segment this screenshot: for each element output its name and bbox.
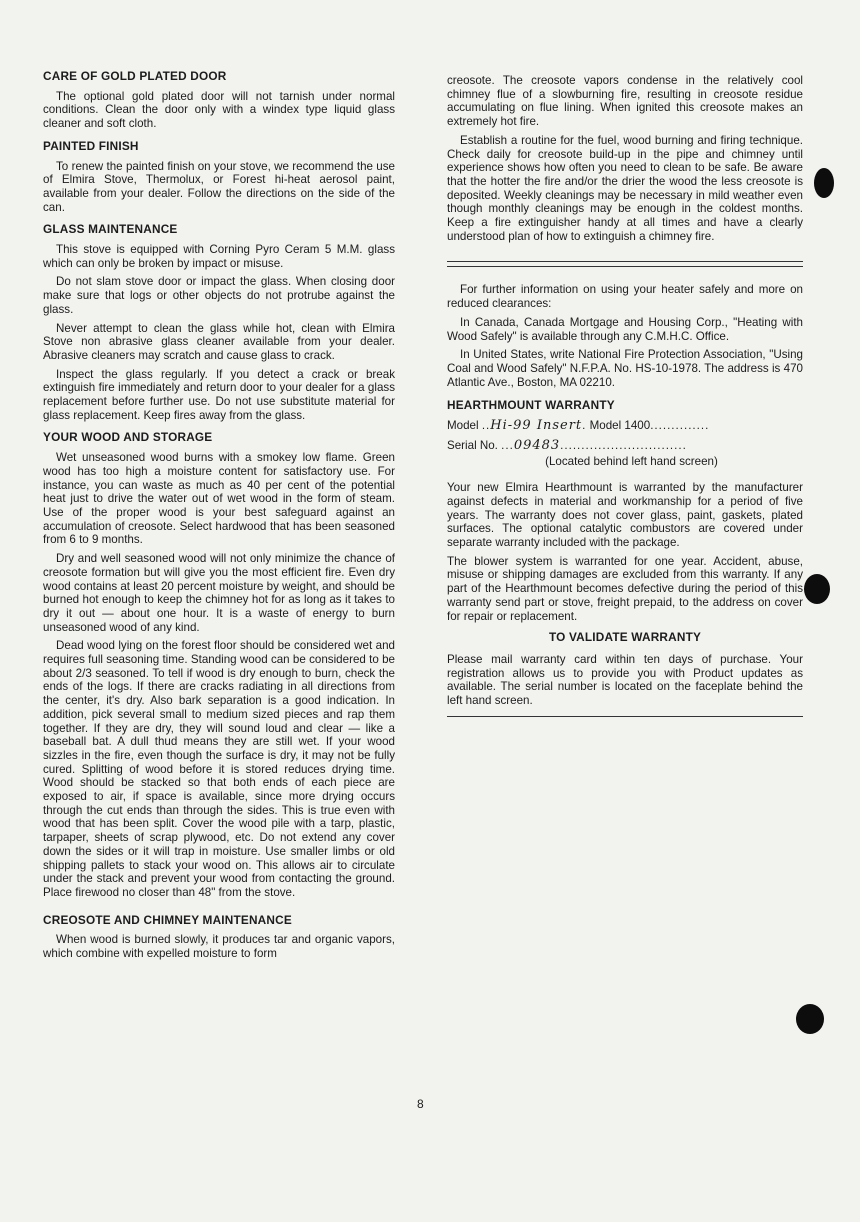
model-label-2: Model 1400: [589, 419, 651, 433]
creosote-paragraph: When wood is burned slowly, it produces tar and organic vapors, which combine with expelled moisture to form: [43, 933, 395, 961]
bottom-divider: [447, 716, 803, 717]
serial-location-note: (Located behind left hand screen): [545, 455, 718, 469]
glass-paragraph: Inspect the glass regularly. If you detect a crack or break extinguish fire immediately and return door to your dealer for a glass replacement before further use. Do not use substitute material for glass replacement. Keep fires away from the glass.: [43, 367, 395, 422]
serial-value: 09483: [513, 437, 561, 453]
wood-paragraph: Wet unseasoned wood burns with a smokey low flame. Green wood has too high a moisture content for satisfactory use. For instance, you can waste as much as 40 per cent of the potential heat just to drive the water out of wet wood in the form of steam. Use of the proper wood is your best safeguard against an accumulation of creosote. Select hardwood that has been seasoned from 6 to 9 months.: [43, 451, 395, 547]
further-info-paragraph: For further information on using your heater safely and more on reduced clearances:: [447, 283, 803, 311]
painted-finish-heading: PAINTED FINISH: [43, 138, 139, 153]
model-label: Model: [447, 419, 479, 433]
warranty-heading: HEARTHMOUNT WARRANTY: [447, 398, 615, 413]
serial-line: Serial No. ...09483..............................: [447, 437, 687, 453]
binder-hole: [814, 168, 834, 198]
validate-paragraph: Please mail warranty card within ten days of purchase. Your registration allows us to provide you with Product updates as available. The serial number is located on the faceplate behind the left hand screen.: [447, 652, 803, 708]
painted-finish-paragraph: To renew the painted finish on your stove, we recommend the use of Elmira Stove, Thermolux, or Forest hi-heat aerosol paint, available from your dealer. Follow the directions on the side of the can.: [43, 159, 395, 214]
creosote-continued-paragraph: creosote. The creosote vapors condense in the relatively cool chimney flue of a slowburning fire, resulting in creosote residue accumulating on flue lining. When ignited this creosote makes an extremely hot fire.: [447, 74, 803, 129]
page-number: 8: [417, 1097, 424, 1111]
model-value: Hi-99 Insert: [490, 418, 583, 434]
further-info-paragraph: In United States, write National Fire Protection Association, "Using Coal and Wood Safely" N.F.P.A. No. HS-10-1978. The address is 470 Atlantic Ave., Boston, MA 02210.: [447, 348, 803, 389]
creosote-continued-paragraph: Establish a routine for the fuel, wood burning and firing technique. Check daily for creosote build-up in the pipe and chimney until experience shows how often you need to clean to be safe. Be aware that the hotter the fire and/or the drier the wood the less creosote is deposited. Weekly cleanings may be necessary in mild weather even though monthly cleanings may be enough in the coldest months. Keep a fire extinguisher handy at all times and have a clearly understood plan of how to extinguish a chimney fire.: [447, 133, 803, 243]
wood-heading: YOUR WOOD AND STORAGE: [43, 430, 213, 445]
binder-hole: [804, 574, 830, 604]
gold-door-paragraph: The optional gold plated door will not tarnish under normal conditions. Clean the door only with a windex type liquid glass cleaner and soft cloth.: [43, 89, 395, 131]
gold-door-heading: CARE OF GOLD PLATED DOOR: [43, 69, 227, 83]
validate-heading: TO VALIDATE WARRANTY: [548, 630, 702, 645]
glass-paragraph: This stove is equipped with Corning Pyro Ceram 5 M.M. glass which can only be broken by impact or misuse.: [43, 243, 395, 270]
further-info-paragraph: In Canada, Canada Mortgage and Housing Corp., "Heating with Wood Safely" is available through any C.M.H.C. Office.: [447, 315, 803, 343]
wood-paragraph: Dead wood lying on the forest floor should be considered wet and requires full seasoning time. Standing wood can be considered to be about 2/3 seasoned. To tell if wood is dry enough to burn, check the ends of the logs. If there are cracks radiating in all directions from the center, it's dry. Also bark separation is a good indication. In addition, pick several small to medium sized pieces and rap them together. If they are dry, they will sound loud and clear — like a baseball bat. A dull thud means they are still wet. If your wood sizzles in the fire, even though the surface is dry, it may not be fully cured. Splitting of wood before it is stored reduces drying time. Wood should be stacked so that both ends of each piece are exposed to air, if space is available, since more drying occurs through the cut ends than through the sides. This is true even with wood that has been split. Cover the wood pile with a tarp, plastic, tarpaper, sheets of scrap plywood, etc. Do not extend any cover down the sides or it will trap in moisture. Use smaller limbs or old shipping pallets to stack your wood on. This allows air to circulate under the stack and prevent your wood from contacting the ground. Place firewood no closer than 48" from the stove.: [43, 639, 395, 899]
glass-paragraph: Never attempt to clean the glass while hot, clean with Elmira Stove non abrasive glass cleaner available from your dealer. Abrasive cleaners may scratch and cause glass to crack.: [43, 321, 395, 362]
left-column: [43, 70, 395, 966]
binder-hole: [796, 1004, 824, 1034]
section-divider: [447, 261, 803, 267]
model-line: Model ..Hi-99 Insert. Model 1400..............: [447, 418, 710, 434]
creosote-heading: CREOSOTE AND CHIMNEY MAINTENANCE: [43, 912, 292, 927]
warranty-paragraph: Your new Elmira Hearthmount is warranted by the manufacturer against defects in material and workmanship for a period of five years. The warranty does not cover glass, paint, gaskets, plated surfaces. The optional catalytic combustors are covered under separate warranty included with the package.: [447, 481, 803, 549]
glass-paragraph: Do not slam stove door or impact the glass. When closing door make sure that logs or other objects do not protrube against the glass.: [43, 275, 395, 316]
right-column: [447, 74, 803, 717]
glass-heading: GLASS MAINTENANCE: [43, 222, 178, 237]
warranty-paragraph: The blower system is warranted for one year. Accident, abuse, misuse or shipping damages are excluded from this warranty. If any part of the Hearthmount becomes defective during the period of this warranty send part or stove, freight prepaid, to the address on cover for repair or replacement.: [447, 554, 803, 623]
wood-paragraph: Dry and well seasoned wood will not only minimize the chance of creosote formation but will give you the most efficient fire. Even dry wood contains at least 20 percent moisture by weight, and should be burned hot enough to keep the chimney hot for as long as it takes to dry it out — about one hour. It is a waste of energy to burn unseasoned wood of any kind.: [43, 552, 395, 634]
serial-label: Serial No.: [447, 438, 498, 452]
